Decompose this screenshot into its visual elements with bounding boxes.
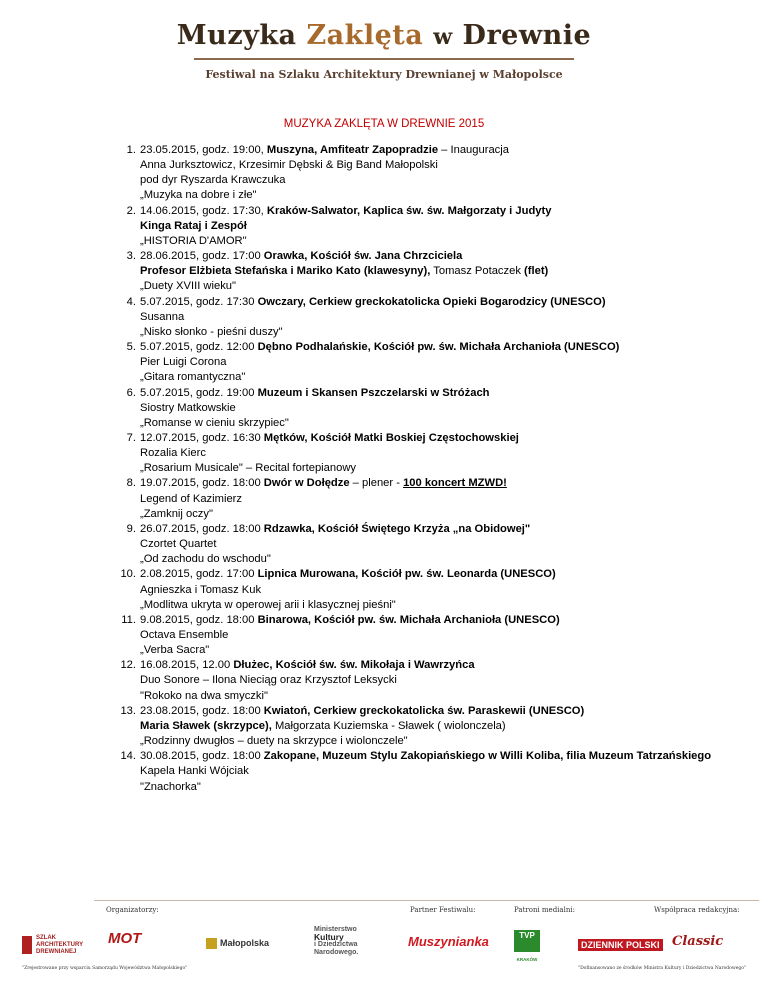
muszynianka-logo: Muszynianka [408,934,489,949]
tvp-krakow-logo: TVP KRAKÓW [514,930,540,952]
event-number: 8. [126,477,136,490]
event-item [108,386,748,431]
event-item [108,143,748,204]
event-item [108,567,748,612]
event-line [140,734,748,749]
event-text: Orawka, Kościół św. Jana Chrzciciela [263,250,463,263]
event-text: Kapela Hanki Wójciak [140,765,249,778]
event-text: „Verba Sacra" [140,644,210,657]
document-title: MUZYKA ZAKLĘTA W DREWNIE 2015 [283,118,485,130]
event-line [140,143,748,158]
event-text: Owczary, Cerkiew greckokatolicka Opieki Bogarodzicy (UNESCO) [257,295,606,308]
event-line [140,537,748,552]
event-text: Dwór w Dołędze [263,477,350,490]
malopolska-logo: Małopolska [206,938,269,949]
event-text: „Gitara romantyczna" [140,371,246,384]
partner-label: Partner Festiwalu: [410,906,476,914]
event-text: Duo Sonore – Ilona Nieciąg oraz Krzysztof Leksycki [140,674,397,687]
event-line [140,704,748,719]
header [0,0,768,90]
event-text: Małgorzata Kuziemska - Sławek ( wiolonczela) [271,719,506,732]
event-line [140,219,748,234]
event-item [108,340,748,385]
event-text: 23.05.2015, godz. 19:00, [140,144,267,156]
event-line [140,552,748,567]
event-number: 1. [126,144,136,156]
event-text: Maria Sławek (skrzypce), [140,719,272,732]
event-line [140,188,748,203]
event-text: „Modlitwa ukryta w operowej arii i klasycznej pieśni" [140,598,396,611]
media-label: Patroni medialni: [514,906,575,914]
event-line [140,719,748,734]
organizers-label: Organizatorzy: [106,906,159,914]
event-line [140,764,748,779]
logo-word: Drewnie [462,20,592,51]
logo-word: Zaklęta [306,20,424,51]
event-number: 12. [120,659,136,672]
event-line [140,583,748,598]
event-text: „Nisko słonko - pieśni duszy" [140,325,283,338]
event-text: 12.07.2015, godz. 16:30 [140,431,264,444]
logo-word: Muzyka [176,20,297,51]
event-text: – plener - [349,477,404,490]
event-line [140,522,748,537]
event-text: Rdzawka, Kościół Świętego Krzyża „na Obidowej" [263,522,531,535]
event-line [140,446,748,461]
event-line [140,476,748,491]
malopolska-emblem-icon [206,938,217,949]
event-text: Dębno Podhalańskie, Kościół pw. św. Michała Archanioła (UNESCO) [257,341,620,354]
event-text: 26.07.2015, godz. 18:00 [140,522,264,535]
event-text: 30.08.2015, godz. 18:00 [140,750,264,763]
event-text: „HISTORIA D'AMOR" [140,234,247,247]
event-line [140,264,748,279]
event-text: Rozalia Kierc [140,447,206,460]
event-text: Siostry Matkowskie [140,401,236,414]
event-text: 28.06.2015, godz. 17:00 [140,250,264,263]
event-line [140,295,748,310]
editorial-label: Współpraca redakcyjna: [654,906,740,914]
event-line [140,598,748,613]
event-line [140,567,748,582]
event-item [108,204,748,249]
event-text: 100 koncert MZWD! [403,477,507,490]
event-text: Profesor Elżbieta Stefańska i Mariko Kato (klawesyny), [140,265,431,278]
mot-logo: MOT [108,930,142,947]
event-line [140,689,748,704]
event-line [140,234,748,249]
festival-logo [0,20,768,51]
event-item [108,476,748,521]
event-item [108,613,748,658]
event-number: 5. [126,341,136,354]
event-number: 6. [126,386,136,399]
event-line [140,461,748,476]
event-number: 4. [126,295,136,308]
event-line [140,355,748,370]
event-line [140,780,748,795]
event-line [140,658,748,673]
ministerstwo-kultury-logo: Ministerstwo Kultury i Dziedzictwa Narodowego. [314,926,359,956]
event-text: 14.06.2015, godz. 17:30, [140,204,267,217]
event-item [108,704,748,749]
event-number: 2. [126,204,136,217]
event-text: Mętków, Kościół Matki Boskiej Częstochowskiej [263,431,519,444]
event-line [140,749,748,764]
event-text: 16.08.2015, 12.00 [140,659,234,672]
event-line [140,613,748,628]
event-number: 3. [126,250,136,263]
classic-logo: Classic [672,934,724,949]
event-line [140,370,748,385]
event-text: Kraków-Salwator, Kaplica św. św. Małgorzaty i Judyty [266,204,552,217]
event-text: "Znachorka" [140,780,201,793]
event-text: Legend of Kazimierz [140,492,242,505]
event-item [108,658,748,703]
event-line [140,386,748,401]
footer-note-left: "Zrejestrowane przy wsparciu Samorządu Województwa Małopolskiego" [22,966,188,971]
event-text: – Inauguracja [438,144,509,156]
event-line [140,204,748,219]
footer-divider [94,900,759,901]
event-line [140,325,748,340]
event-text: „Rodzinny dwugłos – duety na skrzypce i wiolonczele" [140,735,408,748]
logo-divider [194,58,574,60]
event-text: Tomasz Potaczek [430,265,525,278]
event-item [108,522,748,567]
szlak-mark-icon [22,936,32,954]
event-text: pod dyr Ryszarda Krawczuka [140,174,286,187]
event-item [108,249,748,294]
event-text: „Muzyka na dobre i złe" [140,189,257,202]
event-text: 5.07.2015, godz. 19:00 [140,386,258,399]
event-line [140,401,748,416]
event-list [108,143,748,795]
szlak-architektury-logo: SZLAK ARCHITEKTURY DREWNIANEJ [24,935,84,956]
event-text: "Rokoko na dwa smyczki" [140,689,268,702]
event-number: 10. [120,568,136,581]
event-line [140,673,748,688]
event-line [140,158,748,173]
event-text: (flet) [524,265,549,278]
event-text: 5.07.2015, godz. 12:00 [140,341,258,354]
event-text: Zakopane, Muzeum Stylu Zakopiańskiego w Willi Koliba, filia Muzeum Tatrzańskiego [263,750,712,763]
event-line [140,507,748,522]
event-number: 9. [126,522,136,535]
event-text: Anna Jurksztowicz, Krzesimir Dębski & Big Band Małopolski [140,159,438,172]
event-text: Czortet Quartet [140,538,217,551]
event-number: 14. [120,750,136,763]
event-line [140,310,748,325]
logo-word: w [433,24,453,50]
event-item [108,431,748,476]
event-number: 13. [120,704,136,717]
event-text: Pier Luigi Corona [140,356,227,369]
event-text: 2.08.2015, godz. 17:00 [140,568,258,581]
event-text: „Od zachodu do wschodu" [140,553,271,566]
event-text: 23.08.2015, godz. 18:00 [140,704,264,717]
event-text: 5.07.2015, godz. 17:30 [140,295,258,308]
event-text: Susanna [140,310,185,323]
event-text: Binarowa, Kościół pw. św. Michała Archanioła (UNESCO) [257,613,560,626]
event-item [108,749,748,794]
event-line [140,173,748,188]
event-text: Dłużec, Kościół św. św. Mikołaja i Wawrzyńca [233,659,475,672]
dziennik-polski-logo: DZIENNIK POLSKI [578,939,663,951]
event-text: 9.08.2015, godz. 18:00 [140,613,258,626]
festival-subtitle: Festiwal na Szlaku Architektury Drewnianej w Małopolsce [205,68,563,81]
event-text: Kwiatoń, Cerkiew greckokatolicka św. Paraskewii (UNESCO) [263,704,585,717]
event-text: „Rosarium Musicale" – Recital fortepianowy [140,462,356,475]
event-text: „Duety XVIII wieku" [140,280,236,293]
event-text: „Zamknij oczy" [140,507,213,520]
event-text: Muszyna, Amfiteatr Zapopradzie [266,144,439,156]
event-number: 11. [121,613,136,626]
event-text: Muzeum i Skansen Pszczelarski w Stróżach [257,386,490,399]
event-line [140,249,748,264]
event-line [140,340,748,355]
event-text: Lipnica Murowana, Kościół pw. św. Leonarda (UNESCO) [257,568,556,581]
footer-note-right: "Dofinansowano ze środków Ministra Kultury i Dziedzictwa Narodowego" [578,966,747,971]
event-text: Octava Ensemble [140,629,229,641]
event-line [140,416,748,431]
event-text: Kinga Rataj i Zespół [140,219,247,232]
event-item [108,295,748,340]
event-number: 7. [126,431,136,444]
event-text: „Romanse w cieniu skrzypiec" [140,416,289,429]
event-line [140,628,748,643]
event-line [140,643,748,658]
event-line [140,431,748,446]
event-text: Agnieszka i Tomasz Kuk [140,583,262,596]
event-line [140,492,748,507]
event-line [140,279,748,294]
event-text: 19.07.2015, godz. 18:00 [140,477,264,490]
